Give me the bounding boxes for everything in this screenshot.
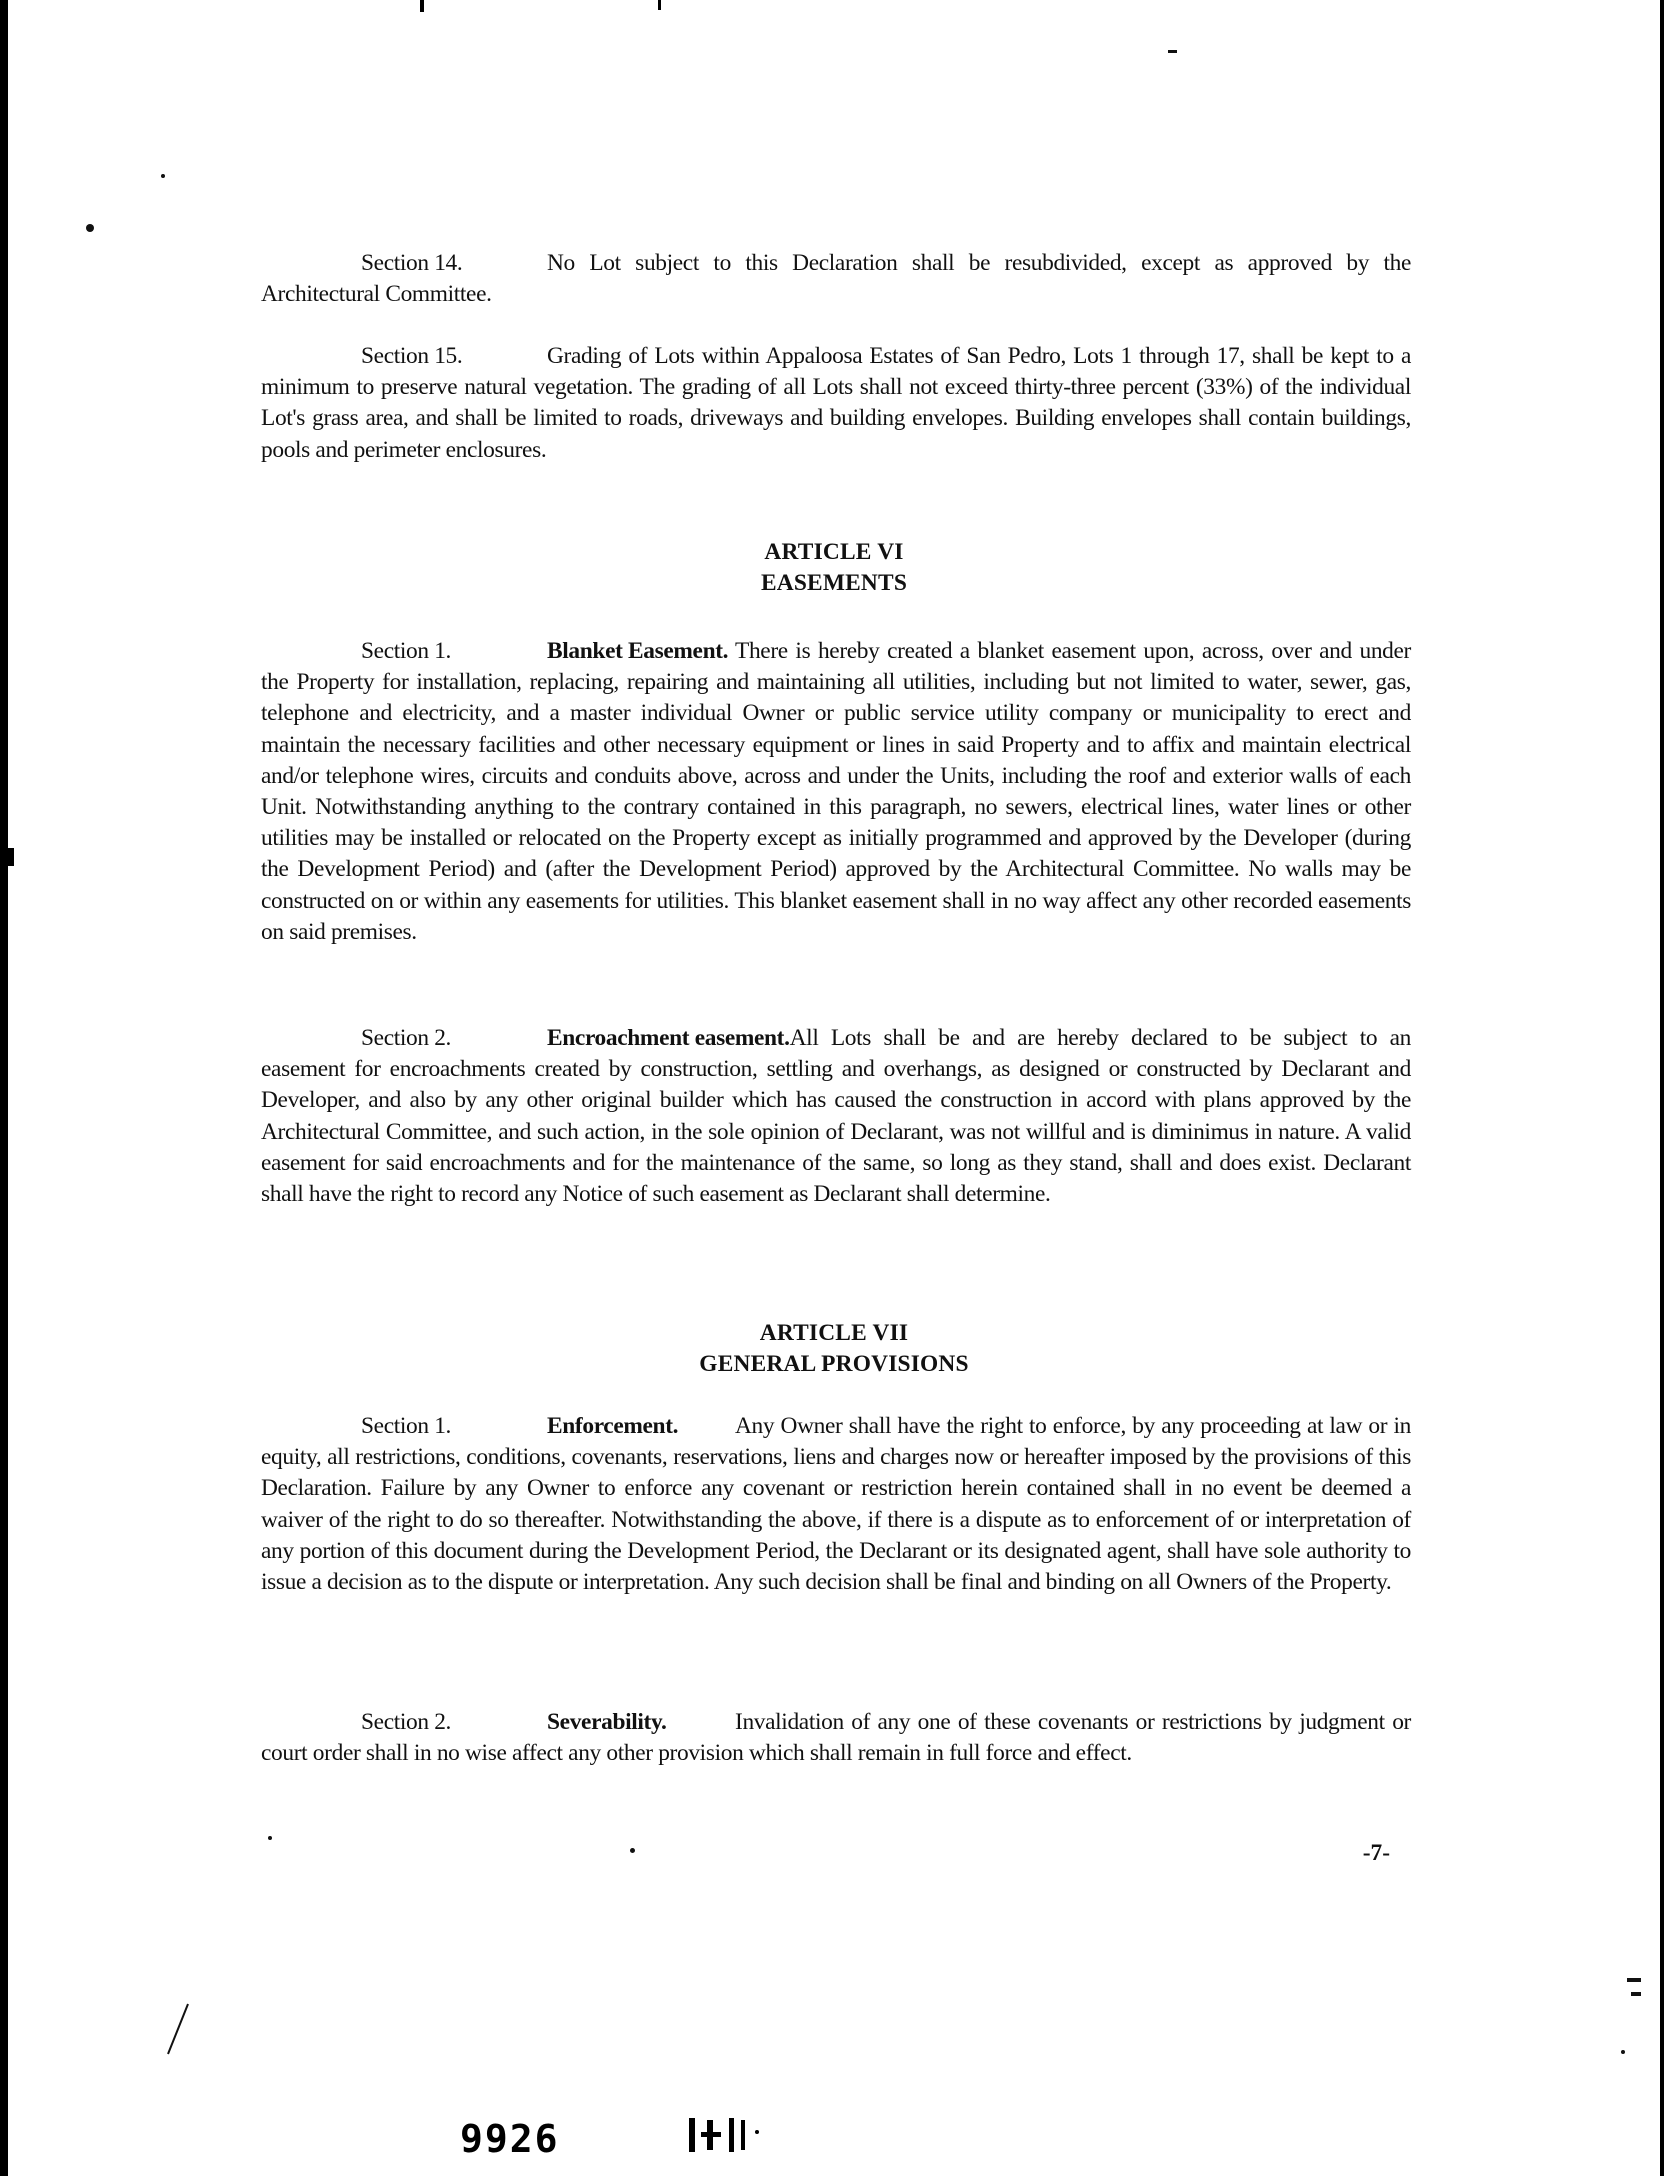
section-14 <box>261 248 1411 310</box>
section-text: All Lots shall be and are hereby declared to be subject to an easement for encroachments created by construction, settling and overhangs, as designed or constructed by Declarant and Developer, and also by any other original builder which has caused the construction in accord with plans approved by the Architectural Committee, and such action, in the sole opinion of Declarant, was not willful and is diminimus in nature. A valid easement for said encroachments and for the maintenance of the same, so long as they stand, shall and does exist. Declarant shall have the right to record any Notice of such easement as Declarant shall determine. <box>261 1025 1411 1208</box>
section-title: Blanket Easement. <box>547 638 729 664</box>
section-text: Any Owner shall have the right to enforce, by any proceeding at law or in equity, all restrictions, conditions, covenants, reservations, liens and charges now or hereafter imposed by the provisions of this Declaration. Failure by any Owner to enforce any covenant or restriction herein contained shall in no event be deemed a waiver of the right to do so thereafter. Notwithstanding the above, if there is a dispute as to enforcement of or interpretation of any portion of this document during the Development Period, the Declarant or its designated agent, shall have sole authority to issue a decision as to the dispute or interpretation. Any such decision shall be final and binding on all Owners of the Property. <box>261 1413 1411 1596</box>
scan-edge-mark <box>8 848 14 866</box>
article-vi-section-2 <box>261 1023 1411 1210</box>
article-title: ARTICLE VII <box>759 1320 909 1346</box>
document-page <box>8 0 1660 2176</box>
scan-speck <box>86 224 94 232</box>
scan-speck <box>161 174 165 178</box>
page-number: -7- <box>1362 1840 1390 1866</box>
stamp-mark-icon <box>681 2112 771 2164</box>
article-vi-heading <box>8 537 1660 599</box>
section-number: Section 2. <box>361 1709 452 1735</box>
article-subtitle: EASEMENTS <box>760 570 908 597</box>
article-vii-section-1 <box>261 1411 1411 1598</box>
article-vii-section-2 <box>261 1707 1411 1769</box>
section-title: Enforcement. <box>547 1413 679 1439</box>
scan-speck <box>1168 50 1177 53</box>
section-15 <box>261 341 1411 466</box>
section-title: Severability. <box>547 1709 667 1735</box>
article-title: ARTICLE VI <box>764 539 904 565</box>
section-number: Section 1. <box>361 1413 452 1439</box>
article-subtitle: GENERAL PROVISIONS <box>699 1351 969 1378</box>
document-stamp: 9926 <box>460 2117 560 2161</box>
section-number: Section 15. <box>361 343 463 369</box>
section-text: Invalidation of any one of these covenants or restrictions by judgment or court order shall in no wise affect any other provision which shall remain in full force and effect. <box>261 1709 1411 1767</box>
section-text: Grading of Lots within Appaloosa Estates of San Pedro, Lots 1 through 17, shall be kept to a minimum to preserve natural vegetation. The grading of all Lots shall not exceed thirty-three percent (33%) of the individual Lot's grass area, and shall be limited to roads, driveways and building envelopes. Building envelopes shall contain buildings, pools and perimeter enclosures. <box>261 343 1411 463</box>
section-number: Section 14. <box>361 250 463 276</box>
article-vii-heading <box>8 1318 1660 1380</box>
scan-speck <box>1631 1992 1641 1996</box>
scan-mark <box>158 2000 198 2060</box>
scan-speck <box>1621 2050 1625 2054</box>
scan-speck <box>268 1836 272 1840</box>
scan-edge-mark <box>420 0 424 12</box>
section-number: Section 1. <box>361 638 452 664</box>
section-text: No Lot subject to this Declaration shall be resubdivided, except as approved by the Architectural Committee. <box>261 250 1411 308</box>
section-text: There is hereby created a blanket easement upon, across, over and under the Property for installation, replacing, repairing and maintaining all utilities, including but not limited to water, sewer, gas, telephone and electricity, and a master individual Owner or public service utility company or municipality to erect and maintain the necessary facilities and other necessary equipment or lines in said Property and to affix and maintain electrical and/or telephone wires, circuits and conduits above, across and under the Units, including the roof and exterior walls of each Unit. Notwithstanding anything to the contrary contained in this paragraph, no sewers, electrical lines, water lines or other utilities may be installed or relocated on the Property except as initially programmed and approved by the Developer (during the Development Period) and (after the Development Period) approved by the Architectural Committee. No walls may be constructed on or within any easements for utilities. This blanket easement shall in no way affect any other recorded easements on said premises. <box>261 638 1411 945</box>
scan-edge-mark <box>658 0 661 10</box>
section-title: Encroachment easement. <box>547 1025 790 1051</box>
scan-speck <box>1627 1978 1641 1982</box>
scan-speck <box>630 1848 635 1853</box>
article-vi-section-1 <box>261 636 1411 948</box>
section-number: Section 2. <box>361 1025 452 1051</box>
